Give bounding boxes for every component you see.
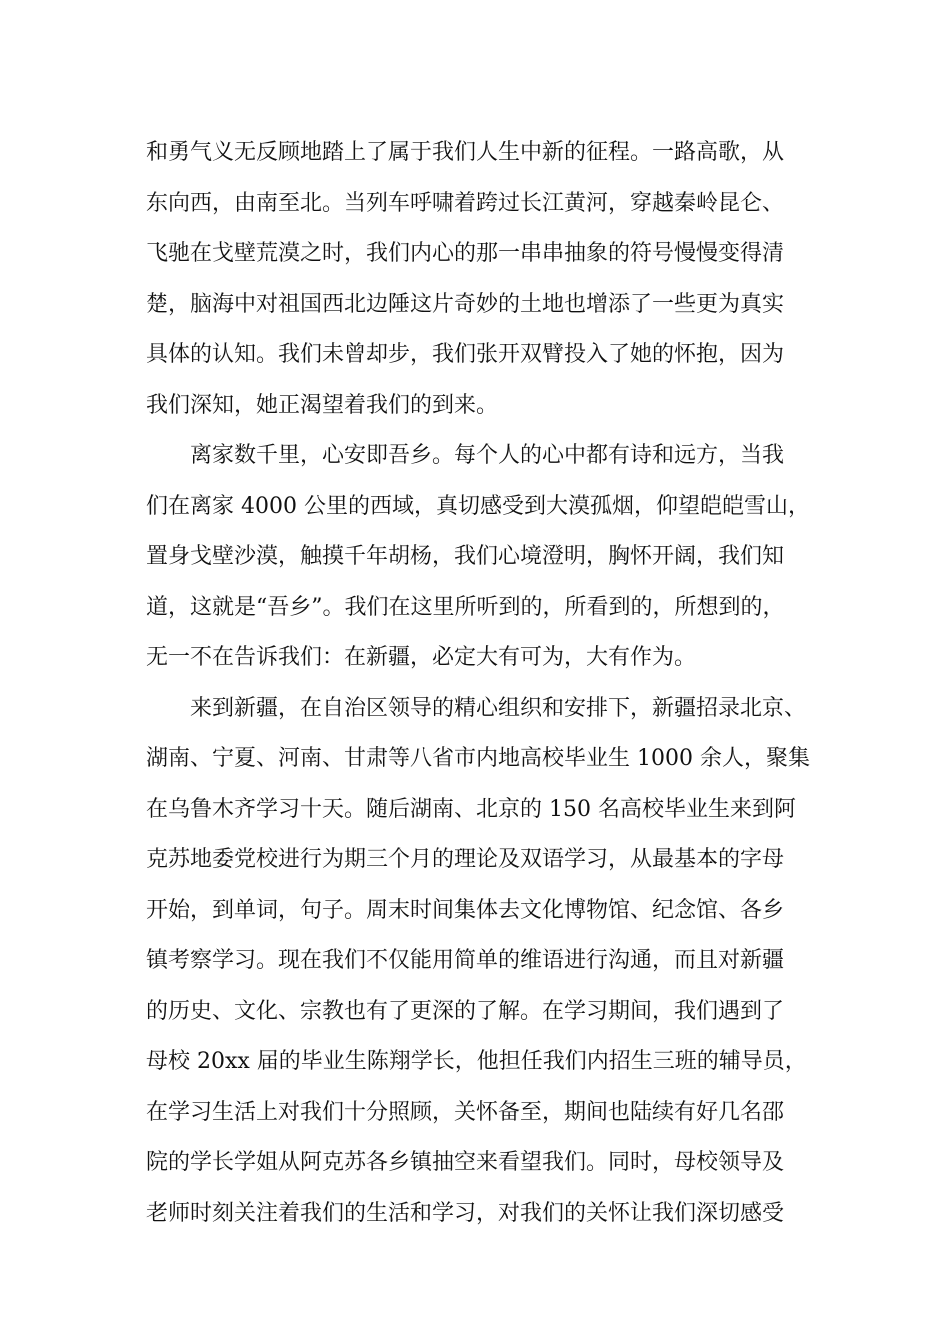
- document-body: [146, 128, 826, 1239]
- text-line: 来到新疆，在自治区领导的精心组织和安排下，新疆招录北京、: [190, 695, 807, 721]
- text-line: 无一不在告诉我们：在新疆，必定大有可为，大有作为。: [146, 645, 697, 670]
- text-line: 具体的认知。我们未曾却步，我们张开双臂投入了她的怀抱，因为: [146, 342, 785, 367]
- text-line: 母校 20xx 届的毕业生陈翔学长，他担任我们内招生三班的辅导员，: [146, 1049, 807, 1074]
- text-line: 的历史、文化、宗教也有了更深的了解。在学习期间，我们遇到了: [146, 998, 785, 1024]
- paragraph-3: [146, 684, 826, 1240]
- text-line: 在学习生活上对我们十分照顾，关怀备至，期间也陆续有好几名邵: [146, 1099, 785, 1125]
- text-line: 离家数千里，心安即吾乡。每个人的心中都有诗和远方，当我: [190, 443, 785, 468]
- text-line: 湖南、宁夏、河南、甘肃等八省市内地高校毕业生 1000 余人，聚集: [146, 746, 810, 771]
- text-line: 飞驰在戈壁荒漠之时，我们内心的那一串串抽象的符号慢慢变得清: [146, 241, 785, 266]
- paragraph-1: [146, 128, 826, 431]
- text-line: 东向西，由南至北。当列车呼啸着跨过长江黄河，穿越秦岭昆仑、: [146, 190, 785, 216]
- text-line: 我们深知，她正渴望着我们的到来。: [146, 392, 499, 418]
- paragraph-2: [146, 431, 826, 684]
- text-line: 们在离家 4000 公里的西域，真切感受到大漠孤烟，仰望皑皑雪山，: [146, 493, 810, 519]
- text-line: 楚，脑海中对祖国西北边陲这片奇妙的土地也增添了一些更为真实: [146, 291, 785, 317]
- text-line: 道，这就是“吾乡”。我们在这里所听到的，所看到的，所想到的，: [146, 594, 785, 620]
- text-line: 开始，到单词，句子。周末时间集体去文化博物馆、纪念馆、各乡: [146, 897, 785, 923]
- text-line: 置身戈壁沙漠，触摸千年胡杨，我们心境澄明，胸怀开阔，我们知: [146, 544, 785, 569]
- text-line: 老师时刻关注着我们的生活和学习，对我们的关怀让我们深切感受: [146, 1200, 785, 1226]
- text-line: 在乌鲁木齐学习十天。随后湖南、北京的 150 名高校毕业生来到阿: [146, 796, 796, 822]
- text-line: 克苏地委党校进行为期三个月的理论及双语学习，从最基本的字母: [146, 847, 785, 872]
- text-line: 和勇气义无反顾地踏上了属于我们人生中新的征程。一路高歌，从: [146, 140, 785, 165]
- text-line: 镇考察学习。现在我们不仅能用简单的维语进行沟通，而且对新疆: [146, 948, 785, 973]
- text-line: 院的学长学姐从阿克苏各乡镇抽空来看望我们。同时，母校领导及: [146, 1150, 785, 1175]
